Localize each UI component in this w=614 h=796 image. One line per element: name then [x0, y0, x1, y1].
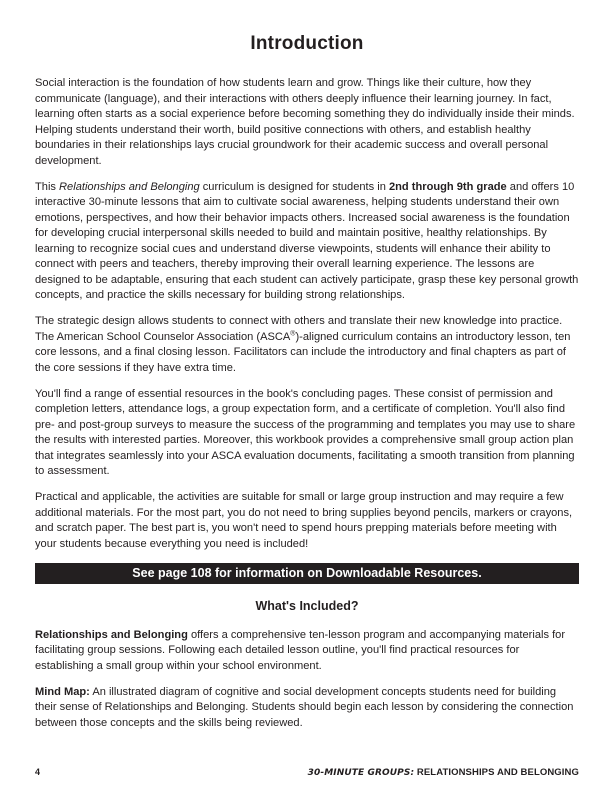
paragraph-5: Practical and applicable, the activities are suitable for small or large group instruction and may require a few additional materials. For the most part, you do not need to bring supplies beyond pencils, markers or crayons, and scratch paper. The best part is, you won't need to spend hours prepping materials before meeting with your students because everything you need is included! — [35, 491, 573, 550]
whats-included-heading: What's Included? — [255, 598, 359, 613]
series-name: 30-MINUTE GROUPS: — [307, 767, 415, 778]
paragraph-3 — [35, 314, 579, 376]
registered-mark: ® — [290, 329, 296, 337]
page-footer — [35, 765, 579, 779]
p2-suffix: and offers 10 interactive 30-minute lessons that aim to cultivate social awareness, helping students understand their own emotions, perspectives, and how their behavior impacts others. Increased social awareness is the foundation for developing crucial interpersonal skills needed to build and maintain positive, healthy relationships. By learning to recognize social cues and understand diverse viewpoints, students will enhance their ability to connect with peers and teachers, thereby improving their overall learning experience. The lessons are designed to be adaptable, ensuring that each student can actively participate, grasp these key personal growth concepts, and practice the skills necessary for building strong relationships. — [35, 180, 579, 301]
included-item — [35, 628, 579, 675]
paragraph-2 — [35, 180, 579, 304]
running-title — [308, 767, 579, 778]
curriculum-name: Relationships and Belonging — [59, 180, 200, 193]
book-title: RELATIONSHIPS AND BELONGING — [414, 766, 579, 778]
included-item — [35, 685, 579, 732]
downloadable-resources-banner: See page 108 for information on Downloadable Resources. — [35, 563, 579, 584]
included-term: Mind Map: — [35, 685, 90, 698]
paragraph-1: Social interaction is the foundation of how students learn and grow. Things like their culture, how they communicate (language), and their interactions with others deeply influence their learning journey. In fact, learning often starts as a social experience before becoming something they do individually inside their minds. Helping students understand their worth, build positive connections with others, and establish healthy boundaries in their relationships lays crucial groundwork for their academic success and overall personal development. — [35, 77, 575, 167]
p2-mid: curriculum is designed for students in — [199, 180, 389, 193]
p2-prefix: This — [35, 180, 60, 193]
paragraph-4: You'll find a range of essential resources in the book's concluding pages. These consist of permission and completion letters, attendance logs, a group expectation form, and a certificate of completion. You'll also find pre- and post-group surveys to measure the success of the programming and templates you may use to share the results with interested parties. Moreover, this workbook provides a comprehensive small group action plan that integrates seamlessly into your ASCA evaluation documents, facilitating a smooth transition from planning to assessment. — [35, 387, 576, 477]
p3-before: The strategic design allows students to connect with others and translate their new knowledge into practice. The American School Counselor Association (ASCA — [35, 315, 563, 343]
included-text: An illustrated diagram of cognitive and social development concepts students need for building their sense of Relationships and Belonging. Students should begin each lesson by considering the connection between those concepts and the skills being reviewed. — [35, 685, 574, 729]
p3-after: )-aligned curriculum contains an introductory lesson, ten core lessons, and a final closing lesson. Facilitators can include the introductory and final chapters as part of the core sessions if they have extra time. — [35, 330, 571, 374]
included-text: offers a comprehensive ten-lesson program and accompanying materials for facilitating group sessions. Following each detailed lesson outline, you'll find practical resources for establishing a small group within your school environment. — [35, 628, 566, 672]
grade-range: 2nd through 9th grade — [388, 180, 507, 193]
page-number: 4 — [35, 767, 41, 777]
intro-body — [35, 76, 579, 552]
page-title: Introduction — [250, 33, 364, 54]
included-term: Relationships and Belonging — [35, 628, 188, 641]
